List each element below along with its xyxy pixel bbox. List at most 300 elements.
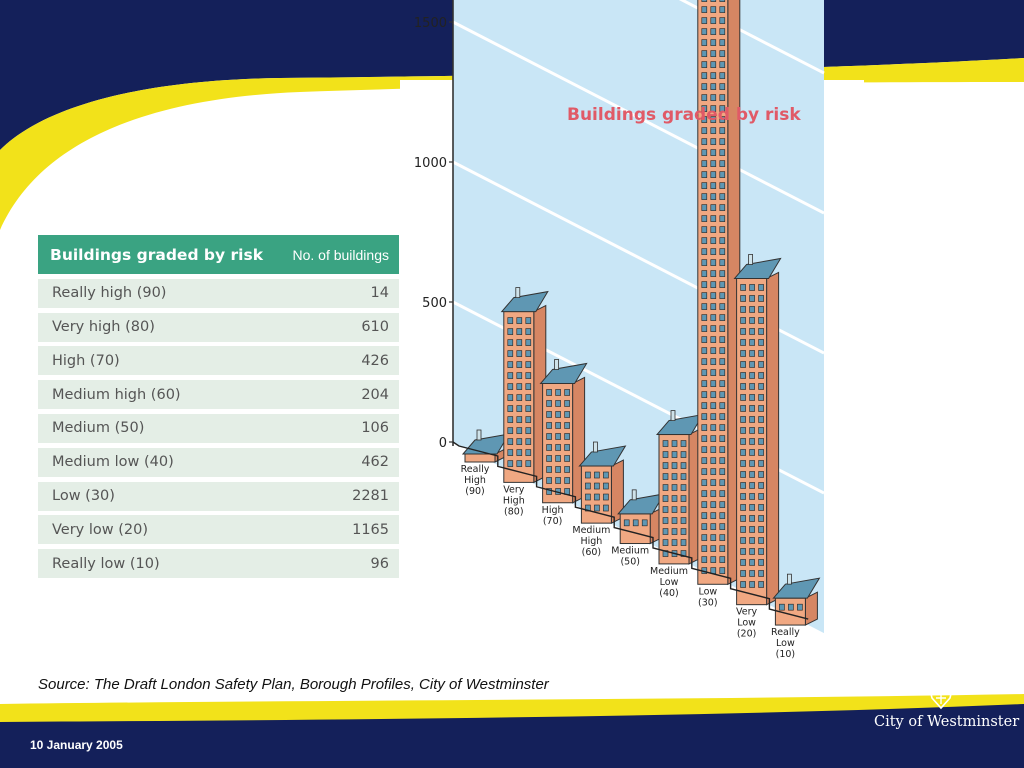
building-bar <box>696 0 742 584</box>
building-window <box>741 570 746 576</box>
category-label: Low <box>737 617 756 629</box>
building-bar <box>541 359 587 502</box>
building-window <box>720 557 725 563</box>
building-window <box>547 466 552 472</box>
building-window <box>702 84 707 90</box>
building-window <box>517 461 522 467</box>
building-window <box>681 452 686 458</box>
building-window <box>565 422 570 428</box>
category-label: Medium <box>650 565 688 577</box>
building-window <box>759 350 764 356</box>
building-window <box>711 513 716 519</box>
building-window <box>702 502 707 508</box>
building-window <box>759 339 764 345</box>
building-window <box>741 328 746 334</box>
y-tick-label: 0 <box>438 436 447 451</box>
table-row <box>38 380 399 409</box>
table-header-value: No. of buildings <box>292 246 389 263</box>
building-window <box>711 304 716 310</box>
building-window <box>702 139 707 145</box>
building-window <box>702 73 707 79</box>
building-window <box>711 18 716 24</box>
building-window <box>711 293 716 299</box>
building-window <box>741 471 746 477</box>
building-window <box>702 205 707 211</box>
building-window <box>508 417 513 423</box>
building-window <box>741 405 746 411</box>
row-value: 1165 <box>352 521 389 538</box>
building-window <box>526 373 531 379</box>
building-window <box>702 260 707 266</box>
building-window <box>702 381 707 387</box>
building-window <box>711 271 716 277</box>
building-window <box>702 282 707 288</box>
table-row <box>38 346 399 375</box>
building-window <box>720 568 725 574</box>
building-window <box>711 172 716 178</box>
building-window <box>711 326 716 332</box>
building-window <box>556 389 561 395</box>
building-window <box>672 518 677 524</box>
building-window <box>750 515 755 521</box>
westminster-crest-icon <box>926 684 956 710</box>
building-window <box>750 471 755 477</box>
building-window <box>711 425 716 431</box>
building-window <box>585 483 590 489</box>
building-window <box>711 73 716 79</box>
building-window <box>508 428 513 434</box>
building-window <box>603 494 608 500</box>
category-label: Really <box>460 464 490 475</box>
building-window <box>702 392 707 398</box>
building-window <box>565 444 570 450</box>
building-window <box>741 493 746 499</box>
building-window <box>759 504 764 510</box>
building-window <box>720 381 725 387</box>
row-label: Medium high (60) <box>52 386 181 403</box>
building-window <box>741 526 746 532</box>
building-window <box>517 417 522 423</box>
building-window <box>741 372 746 378</box>
building-window <box>547 400 552 406</box>
building-window <box>759 471 764 477</box>
building-window <box>720 436 725 442</box>
building-window <box>702 29 707 35</box>
building-window <box>702 348 707 354</box>
building-window <box>711 95 716 101</box>
building-window <box>750 383 755 389</box>
building-window <box>720 326 725 332</box>
building-window <box>547 455 552 461</box>
building-chimney <box>516 288 520 298</box>
building-window <box>702 183 707 189</box>
building-window <box>556 455 561 461</box>
building-window <box>750 537 755 543</box>
building-window <box>565 400 570 406</box>
building-window <box>603 505 608 511</box>
building-window <box>663 441 668 447</box>
category-label: Very <box>736 606 758 618</box>
building-window <box>672 496 677 502</box>
category-label: Low <box>698 586 718 598</box>
building-window <box>702 524 707 530</box>
building-window <box>720 40 725 46</box>
building-window <box>663 540 668 546</box>
building-window <box>711 458 716 464</box>
category-label: Really <box>771 627 800 639</box>
building-window <box>547 411 552 417</box>
building-window <box>750 438 755 444</box>
building-window <box>720 458 725 464</box>
building-window <box>702 535 707 541</box>
building-window <box>750 504 755 510</box>
building-window <box>603 483 608 489</box>
building-window <box>720 260 725 266</box>
row-label: High (70) <box>52 352 120 369</box>
building-window <box>720 524 725 530</box>
building-chimney <box>555 359 559 369</box>
building-window <box>702 469 707 475</box>
row-label: Medium (50) <box>52 420 145 437</box>
building-window <box>720 480 725 486</box>
building-window <box>720 348 725 354</box>
building-window <box>711 84 716 90</box>
building-window <box>508 406 513 412</box>
building-window <box>508 384 513 390</box>
table-row <box>38 414 399 443</box>
building-window <box>750 416 755 422</box>
category-label: (60) <box>581 547 602 559</box>
building-window <box>681 540 686 546</box>
building-window <box>759 581 764 587</box>
building-window <box>759 526 764 532</box>
building-window <box>711 546 716 552</box>
building-window <box>720 95 725 101</box>
building-window <box>547 389 552 395</box>
building-window <box>759 427 764 433</box>
building-window <box>663 463 668 469</box>
building-window <box>711 7 716 13</box>
building-window <box>759 570 764 576</box>
building-window <box>720 150 725 156</box>
building-window <box>508 351 513 357</box>
building-window <box>741 537 746 543</box>
building-window <box>741 394 746 400</box>
building-window <box>711 557 716 563</box>
building-window <box>556 400 561 406</box>
building-window <box>759 515 764 521</box>
building-window <box>720 62 725 68</box>
building-chimney <box>477 430 481 440</box>
building-window <box>720 414 725 420</box>
building-window <box>720 502 725 508</box>
building-window <box>663 485 668 491</box>
building-window <box>759 493 764 499</box>
building-window <box>750 306 755 312</box>
building-window <box>508 461 513 467</box>
building-window <box>556 422 561 428</box>
building-window <box>720 513 725 519</box>
building-window <box>556 411 561 417</box>
building-window <box>642 520 647 526</box>
building-window <box>702 326 707 332</box>
row-value: 610 <box>361 319 389 336</box>
building-window <box>711 205 716 211</box>
building-window <box>720 194 725 200</box>
building-window <box>672 507 677 513</box>
building-window <box>797 604 802 610</box>
building-window <box>720 216 725 222</box>
building-window <box>672 474 677 480</box>
building-window <box>711 491 716 497</box>
building-window <box>720 337 725 343</box>
building-window <box>702 51 707 57</box>
row-label: Medium low (40) <box>52 454 174 471</box>
building-window <box>720 161 725 167</box>
category-label: (80) <box>504 506 524 518</box>
building-window <box>750 284 755 290</box>
building-chimney <box>593 442 597 452</box>
building-window <box>702 491 707 497</box>
building-window <box>741 482 746 488</box>
building-window <box>681 441 686 447</box>
building-window <box>517 373 522 379</box>
building-window <box>702 172 707 178</box>
building-window <box>702 403 707 409</box>
building-window <box>663 474 668 480</box>
building-window <box>711 62 716 68</box>
building-window <box>556 433 561 439</box>
building-window <box>603 472 608 478</box>
category-label: (30) <box>698 597 718 609</box>
building-window <box>702 414 707 420</box>
building-window <box>633 520 638 526</box>
building-window <box>702 425 707 431</box>
building-window <box>741 339 746 345</box>
row-value: 106 <box>361 420 389 437</box>
building-window <box>759 438 764 444</box>
building-window <box>565 477 570 483</box>
building-window <box>711 260 716 266</box>
building-window <box>750 350 755 356</box>
building-window <box>711 502 716 508</box>
building-window <box>702 194 707 200</box>
building-window <box>750 570 755 576</box>
category-label: High <box>541 504 564 516</box>
category-label: (20) <box>736 628 757 640</box>
building-window <box>720 392 725 398</box>
building-window <box>517 318 522 324</box>
building-window <box>711 480 716 486</box>
building-window <box>759 482 764 488</box>
building-window <box>759 405 764 411</box>
building-window <box>741 350 746 356</box>
building-window <box>672 441 677 447</box>
building-window <box>681 529 686 535</box>
building-window <box>663 529 668 535</box>
building-window <box>720 370 725 376</box>
building-side <box>767 272 779 604</box>
building-window <box>720 139 725 145</box>
building-window <box>720 84 725 90</box>
building-window <box>702 249 707 255</box>
category-label: High <box>580 536 603 548</box>
building-window <box>556 477 561 483</box>
building-window <box>517 439 522 445</box>
building-window <box>741 438 746 444</box>
building-window <box>711 0 716 2</box>
building-window <box>517 384 522 390</box>
building-window <box>720 172 725 178</box>
building-window <box>711 139 716 145</box>
y-tick-label: 1500 <box>413 16 447 31</box>
building-window <box>702 359 707 365</box>
building-window <box>711 392 716 398</box>
building-window <box>565 433 570 439</box>
category-label: (90) <box>465 486 485 497</box>
footer-date: 10 January 2005 <box>30 738 123 752</box>
building-window <box>624 520 629 526</box>
building-window <box>517 395 522 401</box>
building-window <box>750 482 755 488</box>
building-window <box>526 450 531 456</box>
row-value: 204 <box>361 386 389 403</box>
table-header <box>38 235 399 274</box>
building-window <box>702 0 707 2</box>
category-label: (70) <box>542 515 563 527</box>
building-window <box>711 535 716 541</box>
building-window <box>750 295 755 301</box>
building-chimney <box>632 490 636 500</box>
building-window <box>759 306 764 312</box>
building-window <box>594 494 599 500</box>
building-window <box>750 339 755 345</box>
building-window <box>750 581 755 587</box>
table-row <box>38 482 399 511</box>
building-front <box>620 514 650 544</box>
building-window <box>663 507 668 513</box>
building-window <box>711 469 716 475</box>
building-bar <box>657 411 703 564</box>
building-window <box>681 507 686 513</box>
building-window <box>750 493 755 499</box>
building-window <box>720 128 725 134</box>
building-window <box>565 411 570 417</box>
building-window <box>594 472 599 478</box>
building-window <box>585 494 590 500</box>
building-window <box>741 515 746 521</box>
category-label: Low <box>776 638 795 650</box>
building-window <box>526 318 531 324</box>
building-window <box>517 351 522 357</box>
building-window <box>702 40 707 46</box>
building-chimney <box>787 574 791 584</box>
building-window <box>702 18 707 24</box>
building-window <box>672 452 677 458</box>
building-window <box>711 403 716 409</box>
building-window <box>711 359 716 365</box>
building-window <box>720 491 725 497</box>
building-window <box>526 395 531 401</box>
building-window <box>565 466 570 472</box>
building-window <box>720 73 725 79</box>
building-window <box>508 362 513 368</box>
row-value: 2281 <box>352 488 389 505</box>
building-window <box>720 205 725 211</box>
building-window <box>759 394 764 400</box>
building-window <box>711 40 716 46</box>
table-row <box>38 515 399 544</box>
building-window <box>594 483 599 489</box>
building-window <box>711 348 716 354</box>
building-window <box>556 466 561 472</box>
category-label: High <box>502 495 525 507</box>
building-window <box>702 161 707 167</box>
building-window <box>526 406 531 412</box>
building-window <box>663 496 668 502</box>
building-window <box>517 340 522 346</box>
building-window <box>702 436 707 442</box>
building-window <box>517 450 522 456</box>
row-value: 96 <box>370 555 389 572</box>
building-window <box>711 128 716 134</box>
building-window <box>759 372 764 378</box>
source-note: Source: The Draft London Safety Plan, Borough Profiles, City of Westminster <box>38 676 549 693</box>
category-label: Medium <box>611 545 650 557</box>
building-window <box>702 271 707 277</box>
building-window <box>508 373 513 379</box>
building-window <box>711 183 716 189</box>
building-window <box>720 271 725 277</box>
category-label: High <box>464 475 486 486</box>
building-window <box>702 62 707 68</box>
building-window <box>720 293 725 299</box>
building-window <box>750 405 755 411</box>
chart-title: Buildings graded by risk <box>567 105 801 125</box>
building-window <box>711 447 716 453</box>
building-window <box>720 51 725 57</box>
building-window <box>711 436 716 442</box>
building-window <box>741 383 746 389</box>
building-window <box>741 416 746 422</box>
risk-table <box>38 235 399 578</box>
building-window <box>681 496 686 502</box>
building-window <box>565 455 570 461</box>
building-window <box>720 238 725 244</box>
building-window <box>585 472 590 478</box>
building-window <box>508 395 513 401</box>
building-window <box>702 150 707 156</box>
building-window <box>711 337 716 343</box>
building-window <box>711 161 716 167</box>
building-window <box>711 227 716 233</box>
building-window <box>720 425 725 431</box>
building-chimney <box>749 254 753 264</box>
building-window <box>547 433 552 439</box>
building-window <box>702 370 707 376</box>
building-window <box>547 422 552 428</box>
building-window <box>720 7 725 13</box>
building-window <box>526 439 531 445</box>
building-window <box>711 150 716 156</box>
building-window <box>594 505 599 511</box>
table-row <box>38 549 399 578</box>
table-row <box>38 279 399 308</box>
building-window <box>720 447 725 453</box>
building-window <box>720 469 725 475</box>
building-window <box>711 51 716 57</box>
building-window <box>702 458 707 464</box>
